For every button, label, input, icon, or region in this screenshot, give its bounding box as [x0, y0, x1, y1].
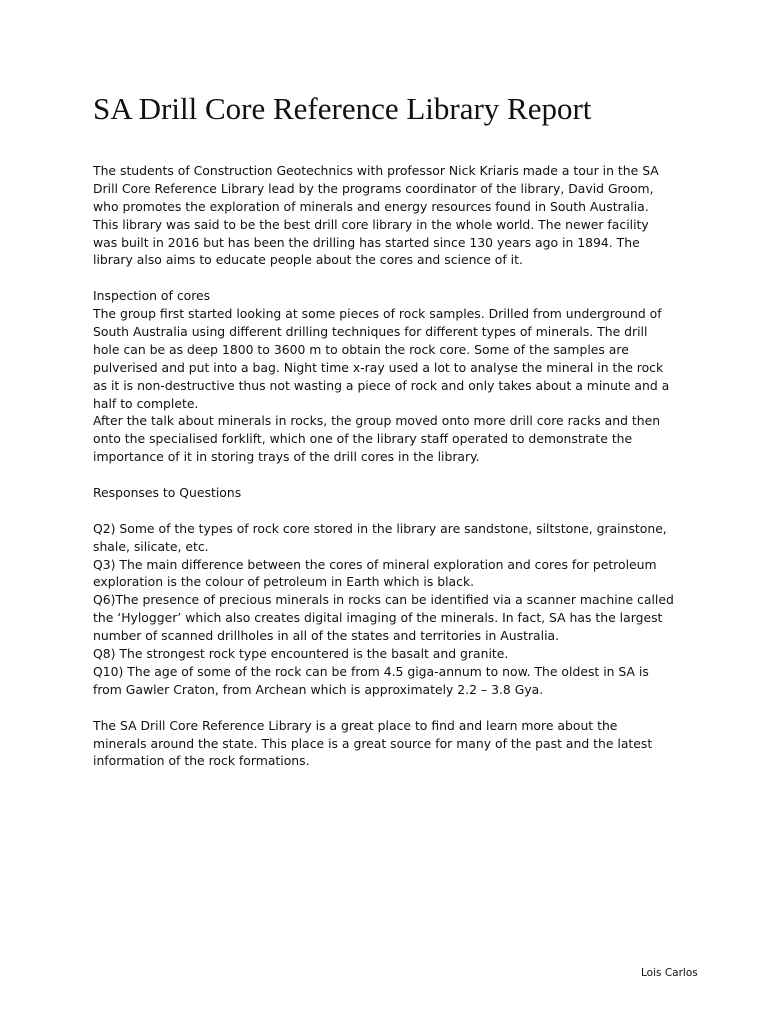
paragraph-gap — [93, 502, 683, 520]
response-line: Q10) The age of some of the rock can be from 4.5 giga-annum to now. The oldest in SA is — [93, 663, 649, 679]
intro-line: Drill Core Reference Library lead by the programs coordinator of the library, David Groom, — [93, 180, 654, 196]
response-line: the ‘Hylogger’ which also creates digital imaging of the minerals. In fact, SA has the largest — [93, 610, 663, 626]
intro-line: who promotes the exploration of minerals and energy resources found in South Australia. — [93, 198, 649, 214]
intro-paragraph — [93, 162, 683, 269]
intro-line: was built in 2016 but has been the drilling has started since 130 years ago in 1894. The — [93, 234, 640, 250]
inspection-line: South Australia using different drilling techniques for different types of minerals. The drill — [93, 324, 648, 340]
conclusion-paragraph — [93, 717, 683, 771]
intro-line: This library was said to be the best drill core library in the whole world. The newer facility — [93, 216, 649, 232]
paragraph-gap — [93, 269, 683, 287]
response-line: number of scanned drillholes in all of the states and territories in Australia. — [93, 628, 560, 644]
inspection-heading: Inspection of cores — [93, 288, 211, 304]
inspection-line: half to complete. — [93, 395, 199, 411]
responses-heading: Responses to Questions — [93, 485, 242, 501]
intro-line: The students of Construction Geotechnics with professor Nick Kriaris made a tour in the SA — [93, 163, 659, 178]
report-body — [93, 162, 683, 770]
conclusion-line: The SA Drill Core Reference Library is a great place to find and learn more about the — [93, 717, 618, 733]
inspection-section — [93, 287, 683, 466]
inspection-line: hole can be as deep 1800 to 3600 m to obtain the rock core. Some of the samples are — [93, 341, 629, 357]
inspection-line: pulverised and put into a bag. Night time x-ray used a lot to analyse the mineral in the rock — [93, 359, 664, 375]
response-line: Q2) Some of the types of rock core stored in the library are sandstone, siltstone, grainstone, — [93, 520, 667, 536]
inspection-line: as it is non-destructive thus not wasting a piece of rock and only takes about a minute and a — [93, 377, 670, 393]
page-title: SA Drill Core Reference Library Report — [93, 91, 592, 126]
conclusion-line: minerals around the state. This place is a great source for many of the past and the latest — [93, 735, 653, 751]
responses-section — [93, 484, 683, 699]
response-line: Q8) The strongest rock type encountered is the basalt and granite. — [93, 646, 509, 662]
paragraph-gap — [93, 699, 683, 717]
response-line: exploration is the colour of petroleum in Earth which is black. — [93, 574, 475, 590]
intro-line: library also aims to educate people about the cores and science of it. — [93, 252, 523, 268]
response-line: Q3) The main difference between the cores of mineral exploration and cores for petroleum — [93, 556, 657, 572]
paragraph-gap — [93, 466, 683, 484]
response-line: from Gawler Craton, from Archean which is approximately 2.2 – 3.8 Gya. — [93, 681, 544, 697]
inspection-line: After the talk about minerals in rocks, the group moved onto more drill core racks and then — [93, 413, 661, 429]
inspection-line: onto the specialised forklift, which one of the library staff operated to demonstrate the — [93, 431, 633, 447]
author-name: Lois Carlos — [641, 967, 698, 979]
conclusion-line: information of the rock formations. — [93, 753, 310, 769]
response-line: Q6)The presence of precious minerals in rocks can be identified via a scanner machine called — [93, 592, 674, 608]
inspection-line: importance of it in storing trays of the drill cores in the library. — [93, 449, 480, 465]
inspection-line: The group first started looking at some pieces of rock samples. Drilled from underground of — [93, 306, 662, 322]
response-line: shale, silicate, etc. — [93, 538, 209, 554]
